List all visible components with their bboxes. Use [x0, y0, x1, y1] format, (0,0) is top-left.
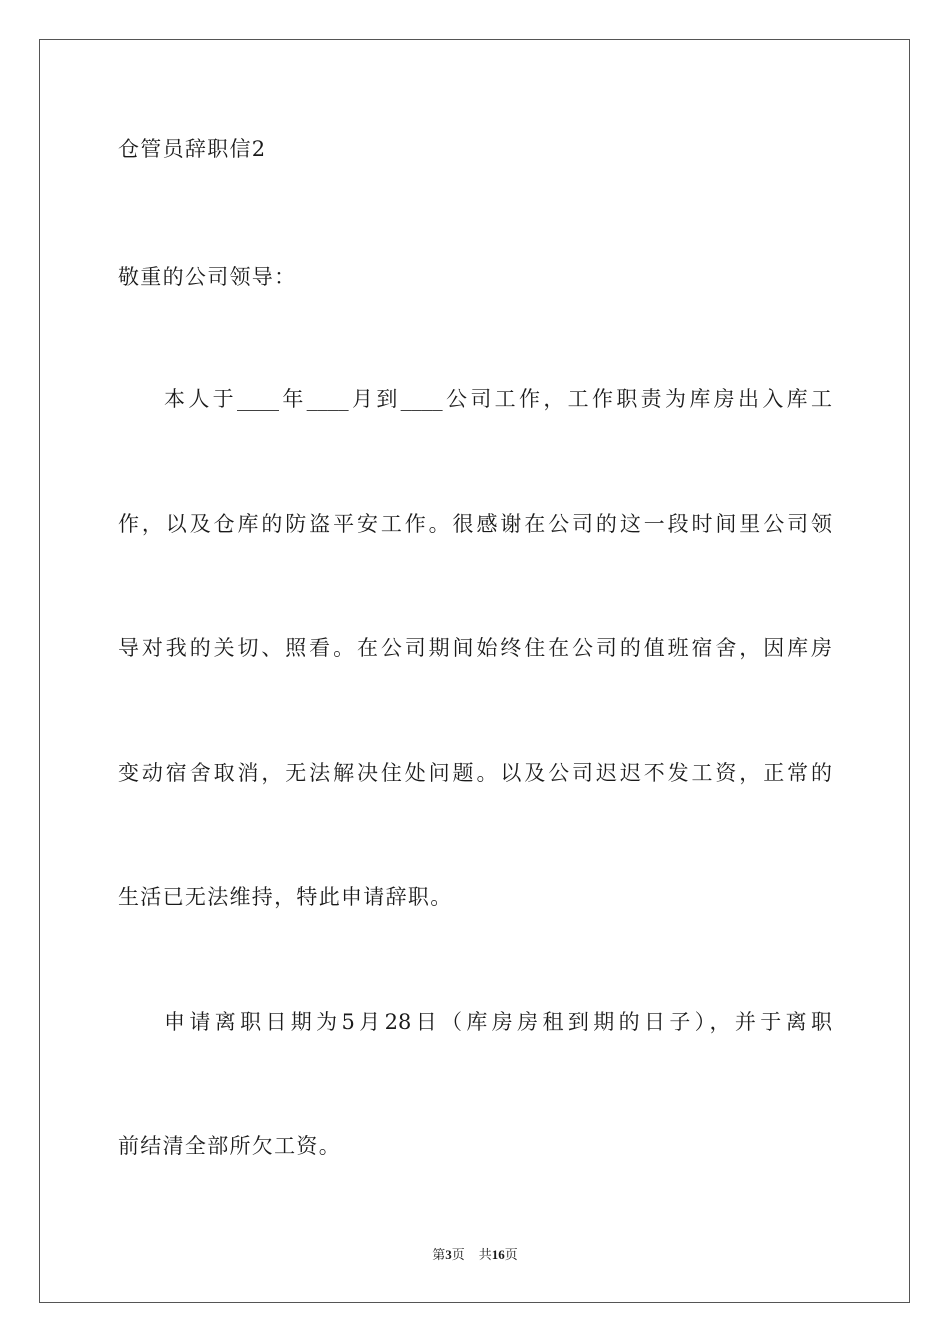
footer-page-suffix: 页	[451, 1247, 465, 1262]
paragraph-1-line-3: 导对我的关切、照看。在公司期间始终住在公司的值班宿舍，因库房	[118, 636, 832, 660]
footer-page-current: 3	[445, 1247, 452, 1262]
paragraph-1-line-5: 生活已无法维持，特此申请辞职。	[118, 885, 453, 909]
document-title: 仓管员辞职信2	[118, 137, 267, 161]
footer-page-total: 16	[491, 1247, 505, 1262]
footer-total-suffix: 页	[504, 1247, 518, 1262]
footer-total-prefix: 共	[478, 1247, 492, 1262]
paragraph-1-line-1: 本人于____年____月到____公司工作，工作职责为库房出入库工	[164, 387, 832, 411]
paragraph-2-line-2: 前结清全部所欠工资。	[118, 1134, 341, 1158]
paragraph-2-line-1: 申请离职日期为5月28日（库房房租到期的日子），并于离职	[164, 1010, 832, 1034]
page-border	[39, 39, 910, 1303]
page-footer	[0, 1246, 950, 1264]
paragraph-1-line-4: 变动宿舍取消，无法解决住处问题。以及公司迟迟不发工资，正常的	[118, 761, 832, 785]
salutation: 敬重的公司领导：	[118, 265, 297, 289]
footer-page-prefix: 第	[432, 1247, 446, 1262]
paragraph-1-line-2: 作，以及仓库的防盗平安工作。很感谢在公司的这一段时间里公司领	[118, 512, 832, 536]
